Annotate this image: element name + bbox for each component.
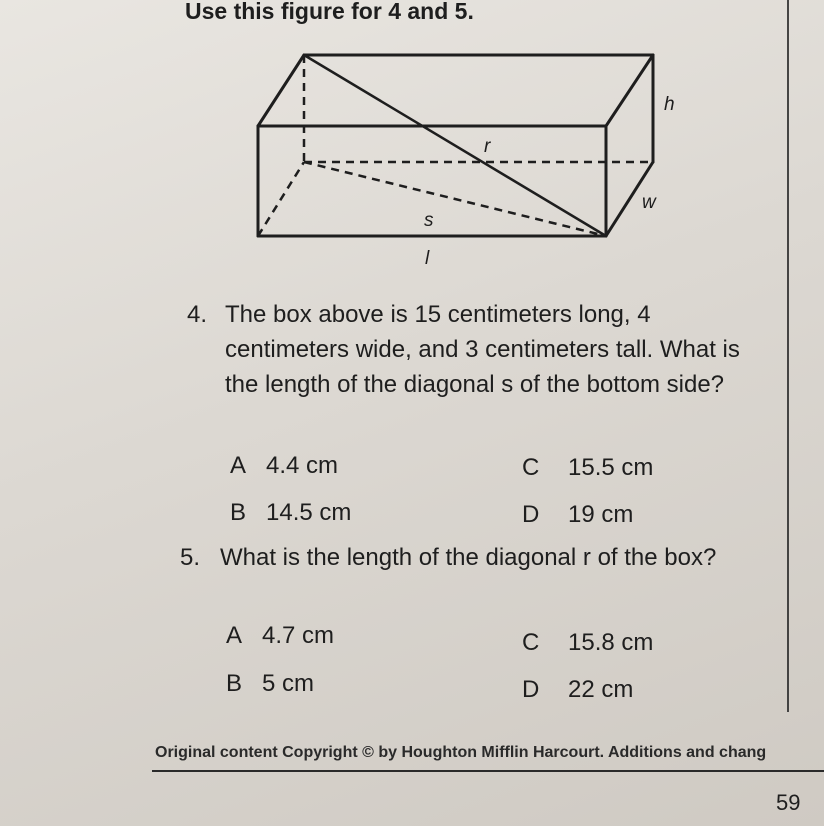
q4-option-c[interactable] [522, 454, 653, 482]
q5-option-a[interactable] [226, 622, 334, 650]
q4-option-a[interactable] [230, 452, 338, 480]
q4-option-b-value: 14.5 cm [266, 499, 352, 526]
q5-option-d-value: 22 cm [568, 676, 634, 703]
figure-heading: Use this figure for 4 and 5. [185, 0, 474, 24]
label-r: r [484, 136, 491, 157]
label-w: w [642, 192, 656, 213]
q4-option-b[interactable] [230, 499, 351, 527]
diagonal-r [304, 55, 606, 236]
box-figure [240, 40, 680, 270]
q5-option-c-letter: C [522, 629, 540, 656]
question-5-text: What is the length of the diagonal r of the box? [220, 544, 717, 571]
question-4-number: 4. [187, 301, 208, 328]
page-number: 59 [776, 790, 801, 815]
footer-rule [152, 770, 824, 772]
question-4-text: The box above is 15 centimeters long, 4 centimeters wide, and 3 centimeters tall. What is the length of the diagonal s of the bottom side? [225, 301, 740, 398]
q4-option-a-value: 4.4 cm [266, 452, 339, 479]
label-s: s [424, 210, 434, 231]
q4-option-c-value: 15.5 cm [568, 454, 654, 481]
label-l: l [425, 248, 430, 269]
diagonal-s [304, 162, 606, 236]
q5-option-d[interactable] [522, 676, 633, 704]
hidden-bottom-left-slant [258, 162, 304, 236]
question-5-number: 5. [180, 544, 201, 571]
rectangular-prism-diagram [240, 40, 680, 270]
margin-rule [787, 0, 789, 712]
q4-option-d[interactable] [522, 501, 633, 529]
copyright-footer: Original content Copyright © by Houghton Mifflin Harcourt. Additions and chang [155, 744, 767, 761]
question-4 [187, 297, 747, 402]
q4-option-d-value: 19 cm [568, 501, 634, 528]
top-right-slant [606, 55, 653, 126]
q4-option-d-letter: D [522, 501, 540, 528]
top-left-slant [258, 55, 304, 126]
q5-option-a-letter: A [226, 622, 243, 649]
q4-option-a-letter: A [230, 452, 247, 479]
q4-option-c-letter: C [522, 454, 540, 481]
q5-option-b-letter: B [226, 670, 243, 697]
q5-option-a-value: 4.7 cm [262, 622, 335, 649]
q5-option-d-letter: D [522, 676, 540, 703]
q5-option-c-value: 15.8 cm [568, 629, 654, 656]
q4-option-b-letter: B [230, 499, 247, 526]
q5-option-b-value: 5 cm [262, 670, 315, 697]
label-h: h [664, 94, 675, 115]
question-5 [180, 540, 780, 575]
q5-option-b[interactable] [226, 670, 314, 698]
q5-option-c[interactable] [522, 629, 653, 657]
